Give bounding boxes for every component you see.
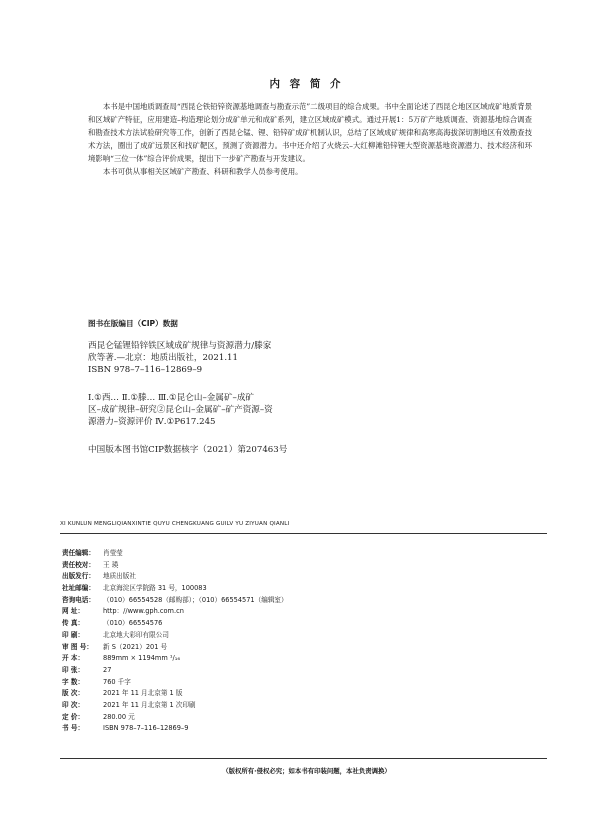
info-label: 字 数： <box>62 677 85 686</box>
info-label: 责任校对： <box>62 560 95 569</box>
cip-line: ISBN 978–7–116–12869–9 <box>88 365 203 375</box>
divider <box>60 533 547 534</box>
info-value: 北京海淀区学院路 31 号，100083 <box>103 584 207 593</box>
pinyin-title: XI KUNLUN MENGLIQIANXINTIE QUYU CHENGKUANG GUILV YU ZIYUAN QIANLI <box>60 521 290 527</box>
info-value: 2021 年 11 月北京第 1 版 <box>103 689 183 698</box>
info-row <box>62 571 288 583</box>
info-value: 760 千字 <box>103 677 131 686</box>
rights-notice: （版权所有·侵权必究；如本书有印装问题，本社负责调换） <box>222 767 391 775</box>
info-row <box>62 630 288 642</box>
info-value: 肖莹莹 <box>103 549 123 557</box>
info-row <box>62 653 288 665</box>
page-title: 内 容 简 介 <box>269 78 344 90</box>
info-label: 责任编辑： <box>62 549 95 557</box>
cip-heading: 图书在版编目（CIP）数据 <box>88 319 178 328</box>
info-label: 印 张： <box>62 665 85 674</box>
info-row <box>62 583 288 595</box>
info-value: ISBN 978–7–116–12869–9 <box>103 724 189 733</box>
info-row <box>62 700 288 712</box>
info-row <box>62 548 288 560</box>
info-row <box>62 677 288 689</box>
info-label: 审 图 号： <box>62 642 93 651</box>
info-label: 印 次： <box>62 700 85 709</box>
summary-paragraph: 本书可供从事相关区域矿产勘查、科研和教学人员参考使用。 <box>103 167 303 176</box>
info-value: （010）66554528（邮购部）；（010）66554571（编辑室） <box>103 595 288 604</box>
cip-line: 区–成矿规律–研究②昆仑山–金属矿–矿产资源–资 <box>88 405 273 415</box>
info-row <box>62 665 288 677</box>
info-label: 社址邮编： <box>62 584 95 593</box>
info-value: 王 瑛 <box>103 560 119 569</box>
cip-catalog-number: 中国版本图书馆CIP数据核字（2021）第207463号 <box>88 445 288 455</box>
info-value: 地质出版社 <box>103 572 136 581</box>
cip-line: Ⅰ.①西… Ⅱ.①滕… Ⅲ.①昆仑山–金属矿–成矿 <box>88 393 255 403</box>
info-row <box>62 642 288 654</box>
info-row <box>62 618 288 630</box>
summary-paragraph: 本书是中国地质调查局“西昆仑铁铅锌资源基地调查与勘查示范”二级项目的综合成果。书中全面论述了西昆仑地区区域成矿地质背景和区域矿产特征，应用建造–构造理论划分成矿单元和成矿系列，建立区域成矿模式。通过开展1：5万矿产地质调查、资源基地综合调查和勘查技术方法试验研究等工作，创新了西昆仑锰、锂、铅锌矿成矿机制认识，总结了区域成矿规律和高寒高海拔深切割地区有效勘查技术方法，圈出了成矿远景区和找矿靶区，预测了资源潜力。书中还介绍了火烧云–大红柳滩铅锌锂大型资源基地资源潜力、技术经济和环境影响“三位一体”综合评价成果，提出下一步矿产勘查与开发建议。 <box>88 102 532 163</box>
cip-line: 欣等著.—北京：地质出版社，2021.11 <box>88 353 238 363</box>
info-label: 网 址： <box>62 607 85 616</box>
info-value: 新 S（2021）201 号 <box>103 642 168 651</box>
info-value: 889mm × 1194mm ¹/₁₆ <box>103 654 181 663</box>
info-value: http：//www.gph.com.cn <box>103 607 184 616</box>
info-label: 传 真： <box>62 619 85 628</box>
info-value: 280.00 元 <box>103 712 135 721</box>
info-label: 定 价： <box>62 712 85 721</box>
publication-info <box>62 548 288 735</box>
info-label: 印 刷： <box>62 630 85 639</box>
info-value: 27 <box>103 665 112 674</box>
info-label: 开 本： <box>62 654 85 663</box>
info-value: 2021 年 11 月北京第 1 次印刷 <box>103 700 196 709</box>
cip-line: 西昆仑锰锂铅锌铁区域成矿规律与资源潜力/滕家 <box>88 341 272 351</box>
info-label: 咨询电话： <box>62 595 95 604</box>
divider <box>60 758 547 759</box>
info-label: 书 号： <box>62 724 85 733</box>
info-label: 出版发行： <box>62 572 95 581</box>
info-row <box>62 606 288 618</box>
info-row <box>62 723 288 735</box>
info-value: （010）66554576 <box>103 619 163 628</box>
info-row <box>62 560 288 572</box>
info-row <box>62 712 288 724</box>
info-label: 版 次： <box>62 689 85 698</box>
info-value: 北京地大彩印有限公司 <box>103 630 169 639</box>
info-row <box>62 688 288 700</box>
cip-line: 源潜力–资源评价 Ⅳ.①P617.245 <box>88 417 216 427</box>
cip-record <box>88 340 350 456</box>
content-summary <box>88 100 532 178</box>
info-row <box>62 595 288 607</box>
